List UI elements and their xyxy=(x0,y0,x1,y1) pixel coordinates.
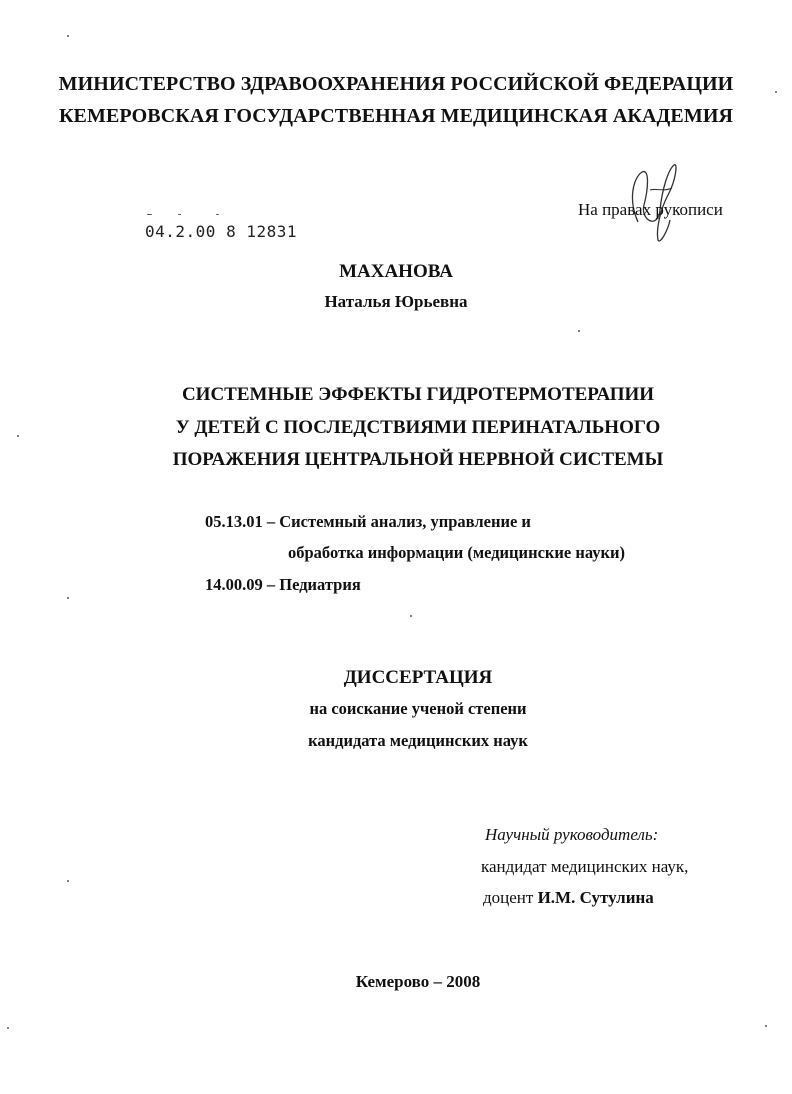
dissertation-title-line-1: СИСТЕМНЫЕ ЭФФЕКТЫ ГИДРОТЕРМОТЕРАПИИ xyxy=(181,384,655,405)
dissertation-title-line-3: ПОРАЖЕНИЯ ЦЕНТРАЛЬНОЙ НЕРВНОЙ СИСТЕМЫ xyxy=(172,449,664,470)
work-type-line-1: на соискание ученой степени xyxy=(309,699,527,718)
ministry-heading: МИНИСТЕРСТВО ЗДРАВООХРАНЕНИЯ РОССИЙСКОЙ ФЕДЕРАЦИИ xyxy=(58,73,734,95)
dissertation-title-line-2: У ДЕТЕЙ С ПОСЛЕДСТВИЯМИ ПЕРИНАТАЛЬНОГО xyxy=(175,417,661,438)
advisor-rank: доцент xyxy=(483,888,534,907)
manuscript-rights-note: На правах рукописи xyxy=(578,200,723,219)
work-type-line-2: кандидата медицинских наук xyxy=(308,731,528,750)
specialty-2: 14.00.09 – Педиатрия xyxy=(205,575,361,594)
city-year: Кемерово – 2008 xyxy=(355,972,481,991)
specialty-1-line-2: обработка информации (медицинские науки) xyxy=(288,543,626,562)
advisor-label: Научный руководитель: xyxy=(485,825,659,844)
scan-speck xyxy=(7,1027,9,1029)
advisor-name: И.М. Сутулина xyxy=(537,888,654,907)
author-surname: МАХАНОВА xyxy=(339,261,453,282)
advisor-rank-name xyxy=(483,888,654,908)
stamp-speck xyxy=(147,214,152,215)
work-type-heading: ДИССЕРТАЦИЯ xyxy=(343,667,493,688)
scan-speck xyxy=(67,35,69,37)
advisor-degree: кандидат медицинских наук, xyxy=(481,857,689,876)
registration-number-stamp: 04.2.00 8 12831 xyxy=(145,222,297,241)
scan-speck xyxy=(775,91,777,93)
academy-heading: КЕМЕРОВСКАЯ ГОСУДАРСТВЕННАЯ МЕДИЦИНСКАЯ АКАДЕМИЯ xyxy=(58,105,734,127)
scan-speck xyxy=(765,1025,767,1027)
scan-speck xyxy=(578,330,580,332)
author-given-names: Наталья Юрьевна xyxy=(324,292,468,311)
scan-speck xyxy=(67,880,69,882)
scan-speck xyxy=(17,435,19,437)
scan-speck xyxy=(410,615,412,617)
specialty-1-line-1: 05.13.01 – Системный анализ, управление и xyxy=(205,512,531,531)
stamp-speck xyxy=(178,214,181,215)
scan-speck xyxy=(67,597,69,599)
stamp-speck xyxy=(216,214,219,215)
